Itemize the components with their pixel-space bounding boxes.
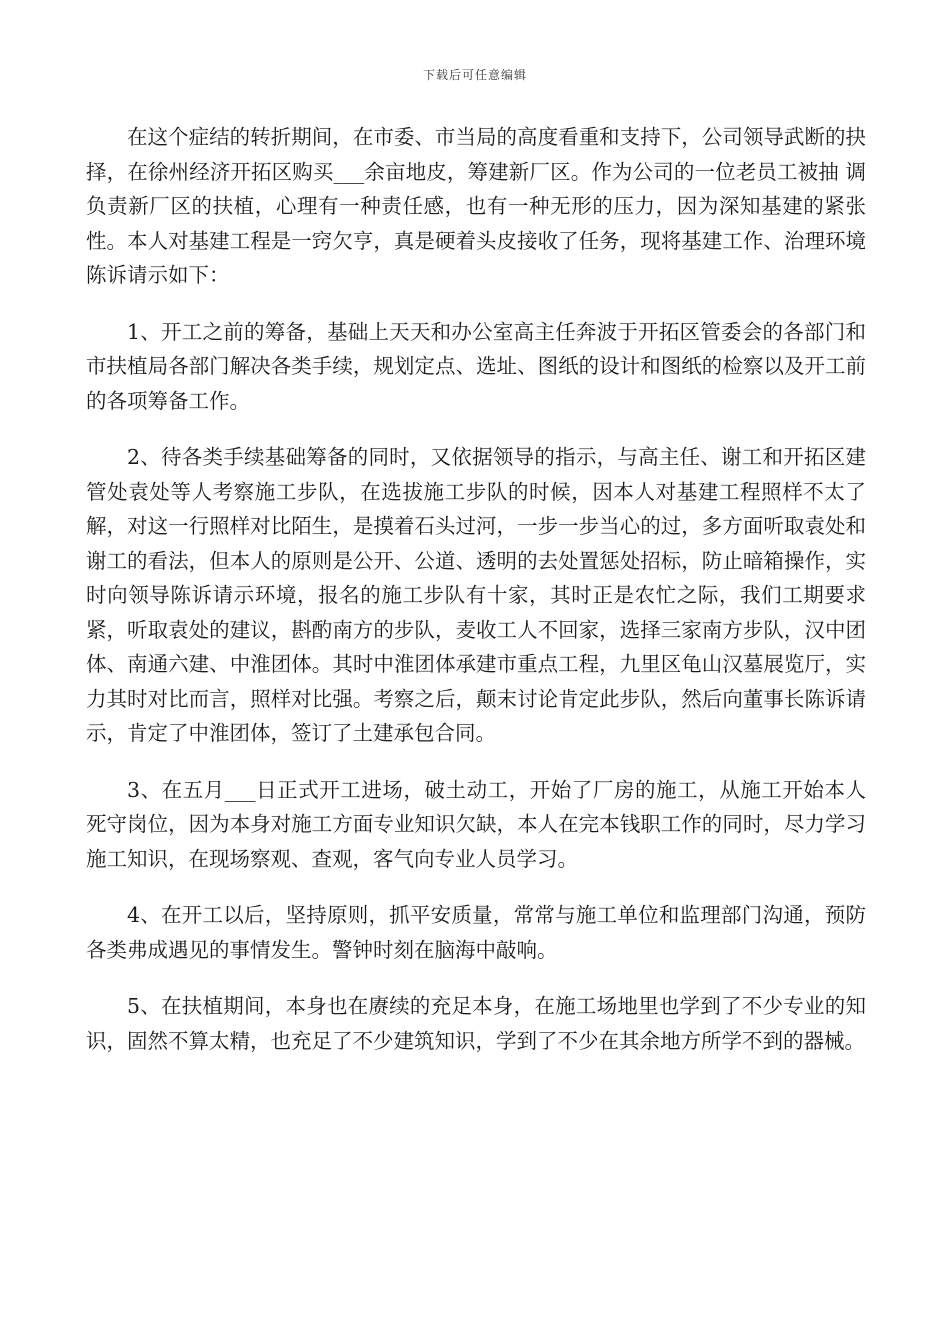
paragraph-item-2: 2、待各类手续基础筹备的同时，又依据领导的指示，与高主任、谢工和开拓区建管处袁处等人考察施工步队，在选拔施工步队的时候，因本人对基建工程照样不太了解，对这一行照样对比陌生，是摸着石头过河，一步一步当心的过，多方面听取袁处和谢工的看法，但本人的原则是公开、公道、透明的去处置惩处招标，防止暗箱操作，实时向领导陈诉请示环境，报名的施工步队有十家，其时正是农忙之际，我们工期要求紧，听取袁处的建议，斟酌南方的步队，麦收工人不回家，选择三家南方步队，汉中团体、南通六建、中淮团体。其时中淮团体承建市重点工程，九里区龟山汉墓展览厅，实力其时对比而言，照样对比强。考察之后，颠末讨论肯定此步队，然后向董事长陈诉请示，肯定了中淮团体，签订了土建承包合同。 bbox=[86, 445, 866, 745]
document-body bbox=[86, 120, 866, 1080]
paragraph-item-1: 1、开工之前的筹备，基础上天天和办公室高主任奔波于开拓区管委会的各部门和市扶植局各部门解决各类手续，规划定点、选址、图纸的设计和图纸的检察以及开工前的各项筹备工作。 bbox=[86, 319, 866, 413]
paragraph-intro: 在这个症结的转折期间，在市委、市当局的高度看重和支持下，公司领导武断的抉择，在徐州经济开拓区购买___余亩地皮，筹建新厂区。作为公司的一位老员工被抽 调负责新厂区的扶植，心理有一种责任感，也有一种无形的压力，因为深知基建的紧张性。本人对基建工程是一窍欠亨，真是硬着头皮接收了任务，现将基建工作、治理环境陈诉请示如下： bbox=[86, 125, 866, 287]
page-header-note: 下载后可任意编辑 bbox=[422, 68, 527, 82]
paragraph-item-3: 3、在五月___日正式开工进场，破土动工，开始了厂房的施工，从施工开始本人死守岗位，因为本身对施工方面专业知识欠缺，本人在完本钱职工作的同时，尽力学习施工知识，在现场察观、查观，客气向专业人员学习。 bbox=[86, 777, 866, 871]
paragraph-item-4: 4、在开工以后，坚持原则，抓平安质量，常常与施工单位和监理部门沟通，预防各类弗成遇见的事情发生。警钟时刻在脑海中敲响。 bbox=[86, 903, 866, 962]
paragraph-item-5: 5、在扶植期间，本身也在赓续的充足本身，在施工场地里也学到了不少专业的知识，固然不算太精，也充足了不少建筑知识，学到了不少在其余地方所学不到的器械。 bbox=[86, 994, 866, 1053]
